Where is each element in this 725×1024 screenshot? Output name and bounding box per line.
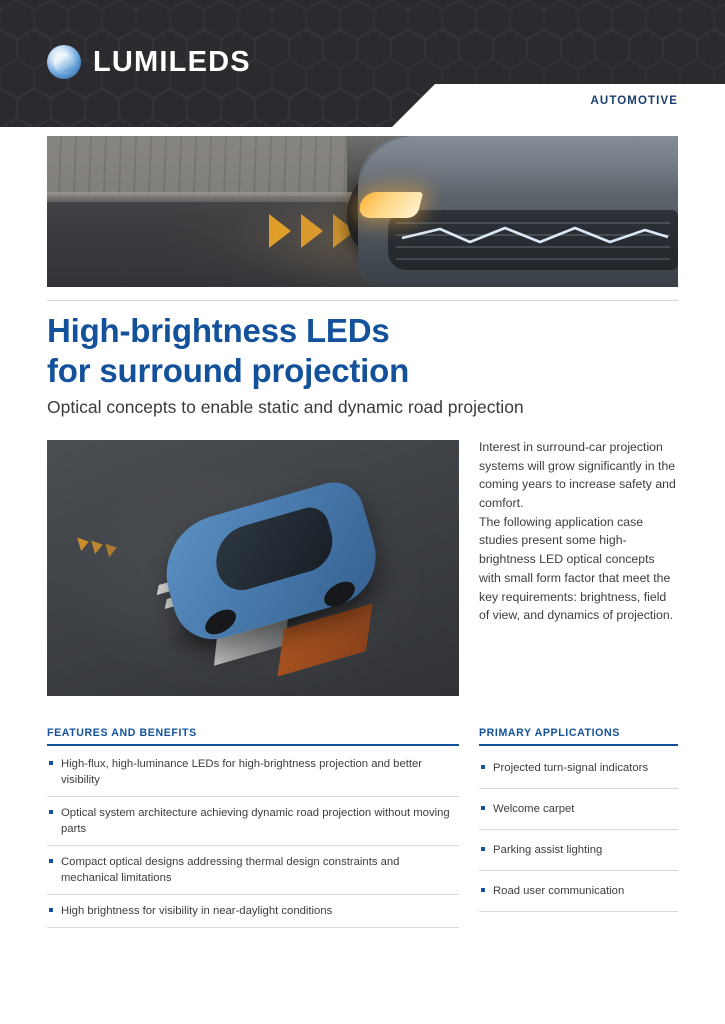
features-heading-rule bbox=[47, 744, 459, 746]
list-item-label: Optical system architecture achieving dynamic road projection without moving parts bbox=[61, 807, 450, 836]
hero-image bbox=[47, 136, 678, 287]
bullet-icon bbox=[49, 859, 53, 863]
applications-list bbox=[479, 748, 678, 912]
list-item bbox=[479, 748, 678, 789]
projected-chevron-icon bbox=[269, 214, 291, 248]
list-item-label: Parking assist lighting bbox=[493, 844, 603, 857]
list-item bbox=[47, 846, 459, 895]
page-title-line1: High-brightness LEDs bbox=[47, 312, 390, 349]
bullet-icon bbox=[49, 761, 53, 765]
list-item bbox=[479, 871, 678, 912]
features-heading: FEATURES AND BENEFITS bbox=[47, 727, 197, 739]
car-glass-roof bbox=[207, 503, 339, 596]
intro-paragraph-1: Interest in surround-car projection systems will grow significantly in the coming years to increase safety and comfort. bbox=[479, 440, 676, 511]
bullet-icon bbox=[481, 806, 485, 810]
projected-chevron-icon bbox=[301, 214, 323, 248]
bullet-icon bbox=[481, 847, 485, 851]
bullet-icon bbox=[481, 765, 485, 769]
title-divider bbox=[47, 300, 678, 301]
applications-heading-rule bbox=[479, 744, 678, 746]
list-item bbox=[47, 748, 459, 797]
intro-text bbox=[479, 438, 679, 625]
page-title bbox=[47, 311, 647, 390]
list-item-label: Welcome carpet bbox=[493, 803, 575, 816]
list-item-label: High brightness for visibility in near-daylight conditions bbox=[61, 905, 333, 918]
list-item-label: Projected turn-signal indicators bbox=[493, 762, 649, 774]
bullet-icon bbox=[481, 888, 485, 892]
brand-name: LUMILEDS bbox=[93, 45, 251, 78]
list-item bbox=[47, 797, 459, 846]
list-item bbox=[479, 789, 678, 830]
header-wedge bbox=[435, 84, 725, 127]
features-list bbox=[47, 748, 459, 928]
list-item-label: High-flux, high-luminance LEDs for high-brightness projection and better visibility bbox=[61, 758, 423, 787]
brand-logo bbox=[47, 45, 251, 79]
intro-paragraph-2: The following application case studies present some high-brightness LED optical concepts with small form factor that meet the key requirements: brightness, field of view, and dynamics of projection. bbox=[479, 514, 674, 623]
hero-hood bbox=[358, 136, 678, 194]
section-label: AUTOMOTIVE bbox=[590, 95, 678, 107]
page-header bbox=[0, 0, 725, 127]
list-item-label: Compact optical designs addressing thermal design constraints and mechanical limitations bbox=[61, 856, 400, 885]
page-title-line2: for surround projection bbox=[47, 351, 410, 389]
hero-daytime-running-light bbox=[400, 224, 670, 246]
bullet-icon bbox=[49, 908, 53, 912]
lumileds-flame-icon bbox=[47, 45, 81, 79]
car-wheel bbox=[201, 604, 240, 639]
applications-heading: PRIMARY APPLICATIONS bbox=[479, 727, 620, 739]
bullet-icon bbox=[49, 810, 53, 814]
list-item bbox=[47, 895, 459, 928]
body-image bbox=[47, 440, 459, 696]
page-subtitle: Optical concepts to enable static and dynamic road projection bbox=[47, 397, 524, 417]
hero-sidewalk bbox=[47, 136, 347, 196]
list-item-label: Road user communication bbox=[493, 885, 625, 898]
hero-headlamp-glow bbox=[357, 192, 423, 218]
list-item bbox=[479, 830, 678, 871]
